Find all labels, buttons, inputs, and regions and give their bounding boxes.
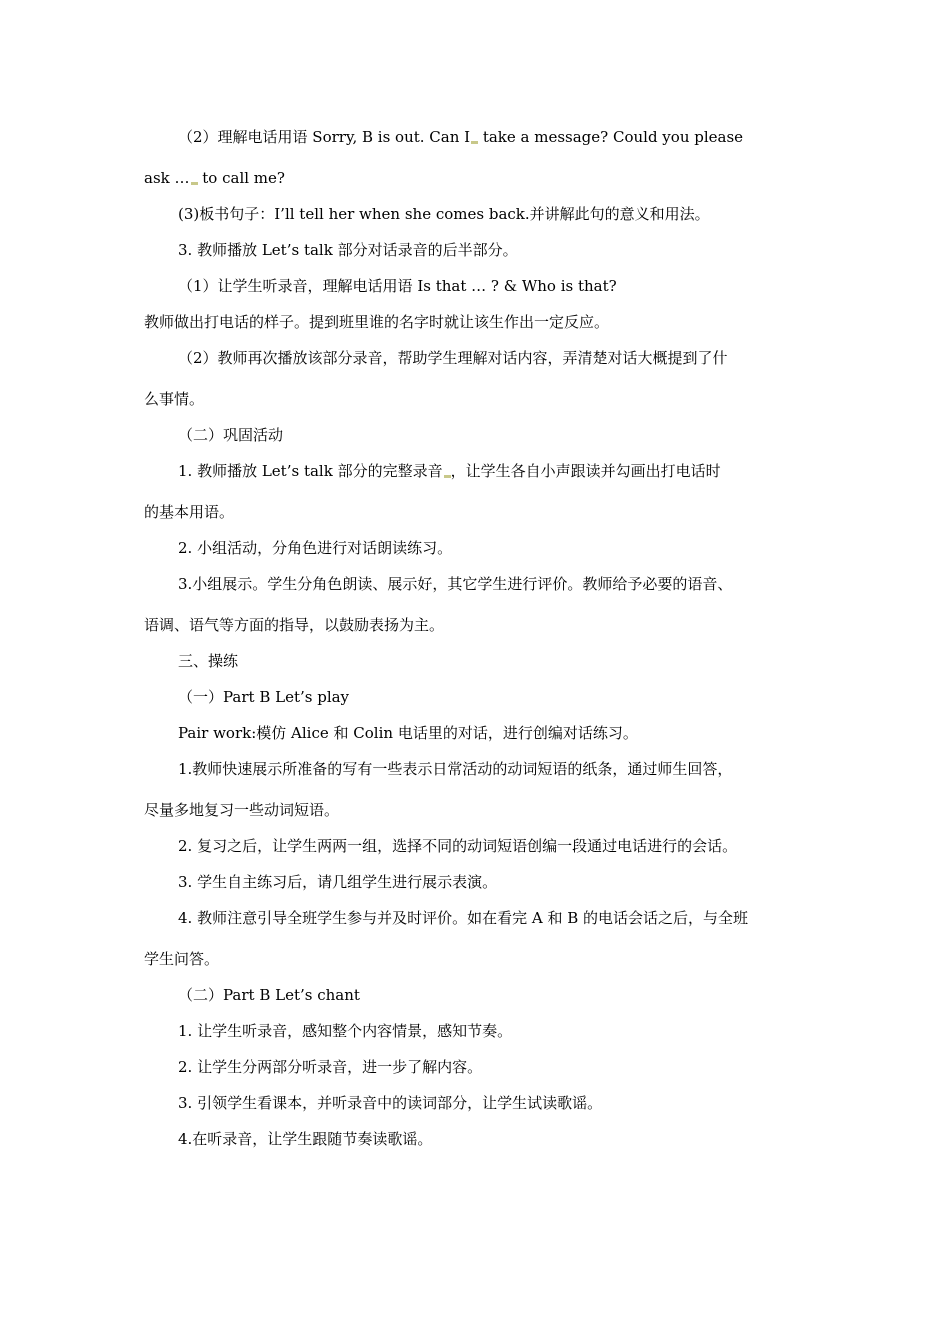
paragraph-line: 教师做出打电话的样子。提到班里谁的名字时就让该生作出一定反应。 [144,313,610,331]
paragraph-line: 4.在听录音，让学生跟随节奏读歌谣。 [178,1130,433,1148]
paragraph-line: 学生问答。 [144,950,220,968]
highlight-mark [471,141,478,144]
paragraph-line: （1）让学生听录音，理解电话用语 Is that … ? & Who is that? [178,277,617,295]
paragraph-line: 1. 让学生听录音，感知整个内容情景，感知节奏。 [178,1022,513,1040]
paragraph-line: 尽量多地复习一些动词短语。 [144,801,340,819]
paragraph-line: 2. 复习之后，让学生两两一组，选择不同的动词短语创编一段通过电话进行的会话。 [178,837,738,855]
paragraph-line: 2. 小组活动，分角色进行对话朗读练习。 [178,539,453,557]
highlight-mark [191,182,198,185]
paragraph-line: (3)板书句子：I’ll tell her when she comes back.并讲解此句的意义和用法。 [178,205,710,223]
section-heading: （二）巩固活动 [178,426,284,444]
paragraph-line: 的基本用语。 [144,503,235,521]
paragraph-line: 3.小组展示。学生分角色朗读、展示好，其它学生进行评价。教师给予必要的语音、 [178,575,733,593]
paragraph-line: 3. 学生自主练习后，请几组学生进行展示表演。 [178,873,498,891]
paragraph-line: 3. 引领学生看课本，并听录音中的读词部分，让学生试读歌谣。 [178,1094,603,1112]
paragraph-line: 2. 让学生分两部分听录音，进一步了解内容。 [178,1058,483,1076]
paragraph-line: Pair work:模仿 Alice 和 Colin 电话里的对话，进行创编对话练习。 [178,724,638,742]
paragraph-line: ask … to call me? [144,169,285,187]
paragraph-line: 1. 教师播放 Let’s talk 部分的完整录音 ，让学生各自小声跟读并勾画出打电话时 [178,462,721,480]
section-heading: （二）Part B Let’s chant [178,986,360,1004]
paragraph-line: （2）教师再次播放该部分录音，帮助学生理解对话内容，弄清楚对话大概提到了什 [178,349,728,367]
section-heading: 三、操练 [178,652,239,670]
paragraph-line: 4. 教师注意引导全班学生参与并及时评价。如在看完 A 和 B 的电话会话之后，与全班 [178,909,749,927]
paragraph-line: 1.教师快速展示所准备的写有一些表示日常活动的动词短语的纸条，通过师生回答， [178,760,733,778]
paragraph-line: （2）理解电话用语 Sorry, B is out. Can I take a message? Could you please [178,128,744,146]
section-heading: （一）Part B Let’s play [178,688,350,706]
paragraph-line: 3. 教师播放 Let’s talk 部分对话录音的后半部分。 [178,241,518,259]
paragraph-line: 么事情。 [144,390,205,408]
paragraph-line: 语调、语气等方面的指导，以鼓励表扬为主。 [144,616,445,634]
highlight-mark [444,475,451,478]
